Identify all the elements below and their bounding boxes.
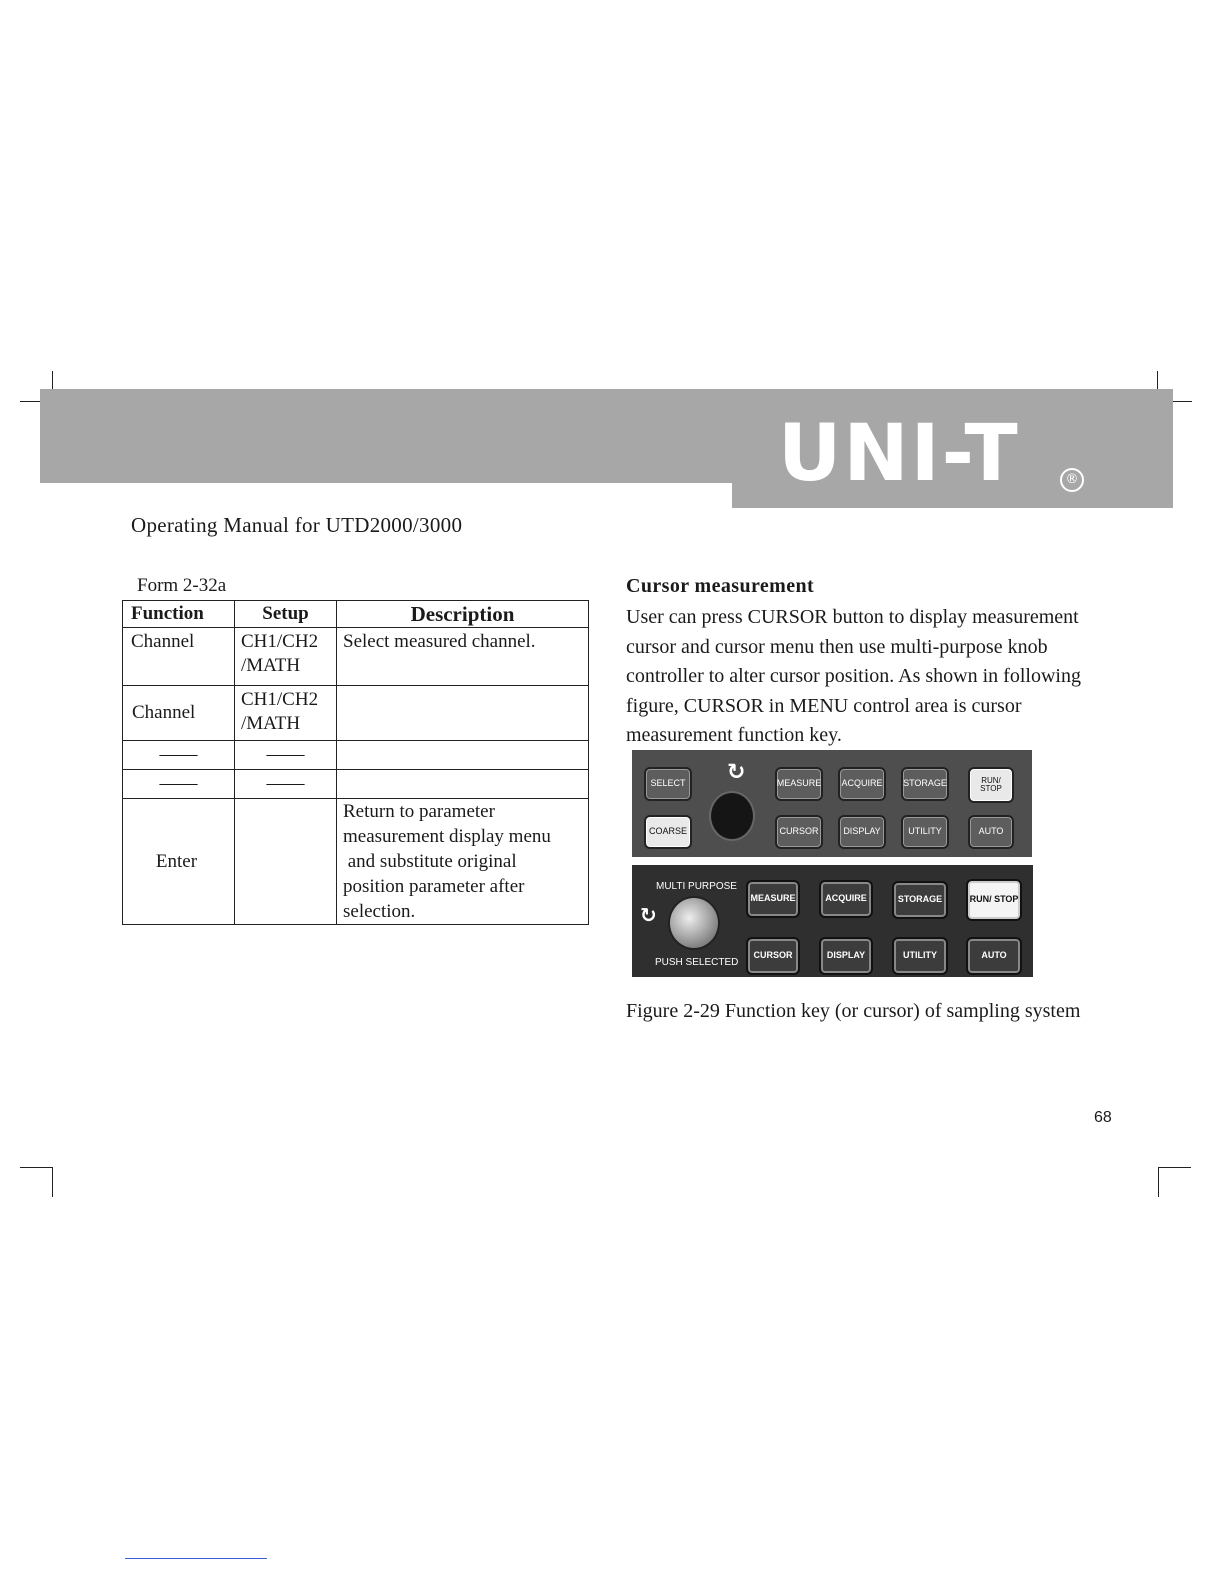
auto-button: AUTO	[968, 815, 1014, 849]
function-table	[122, 600, 589, 925]
section-body: User can press CURSOR button to display measurement cursor and cursor menu then use multi-purpose knob controller to alter cursor position. As shown in following figure, CURSOR in MENU control area is cursor measurement function key.	[626, 606, 1081, 746]
rotate-icon: ↻	[640, 903, 657, 927]
run-stop-button: RUN/ STOP	[966, 879, 1022, 921]
display-button: DISPLAY	[819, 937, 873, 975]
form-label: Form 2-32a	[137, 575, 227, 596]
setup-cell	[235, 799, 336, 803]
section-title: Cursor measurement	[626, 575, 815, 597]
function-cell: Enter	[155, 850, 198, 872]
description-cell: Return to parameter measurement display menu and substitute original position parameter after selection.	[343, 801, 551, 922]
function-cell: Channel	[131, 631, 195, 652]
registered-mark: ®	[1060, 468, 1084, 492]
function-cell: ——	[159, 773, 198, 794]
setup-cell: CH1/CH2 /MATH	[241, 689, 319, 734]
rotate-icon: ↻	[727, 760, 746, 785]
knob	[711, 793, 753, 839]
display-button: DISPLAY	[838, 815, 886, 849]
acquire-button: ACQUIRE	[819, 880, 873, 918]
multi-purpose-knob	[670, 898, 718, 948]
select-button: SELECT	[644, 767, 692, 801]
setup-cell: CH1/CH2 /MATH	[241, 631, 319, 676]
crop-mark	[20, 1167, 53, 1168]
description-cell	[337, 686, 588, 690]
push-selected-label: PUSH SELECTED	[655, 957, 739, 968]
setup-cell: ——	[266, 744, 305, 765]
column-header: Description	[337, 601, 589, 628]
run-stop-button: RUN/ STOP	[968, 767, 1014, 803]
manual-title: Operating Manual for UTD2000/3000	[131, 513, 463, 537]
table-header-row	[123, 601, 589, 628]
crop-mark	[20, 401, 40, 402]
storage-button: STORAGE	[901, 767, 949, 801]
acquire-button: ACQUIRE	[838, 767, 886, 801]
table-row	[123, 686, 589, 741]
crop-mark	[1158, 1167, 1159, 1197]
multi-purpose-label: MULTI PURPOSE	[656, 881, 737, 892]
link-underline[interactable]	[125, 1558, 267, 1559]
function-cell: ——	[159, 744, 198, 765]
coarse-button: COARSE	[644, 815, 692, 849]
page-number: 68	[1094, 1109, 1112, 1126]
brand-logo: UNI-T	[778, 409, 1020, 499]
crop-mark	[52, 371, 53, 391]
crop-mark	[1157, 371, 1158, 391]
cursor-button: CURSOR	[775, 815, 823, 849]
utility-button: UTILITY	[892, 937, 948, 975]
crop-mark	[52, 1167, 53, 1197]
measure-button: MEASURE	[775, 767, 823, 801]
setup-cell: ——	[266, 773, 305, 794]
utility-button: UTILITY	[901, 815, 949, 849]
table-row	[123, 799, 589, 925]
column-header: Setup	[235, 601, 337, 628]
description-cell: Select measured channel.	[343, 631, 536, 652]
table-row	[123, 741, 589, 770]
crop-mark	[1173, 401, 1192, 402]
cursor-button: CURSOR	[746, 937, 800, 975]
function-cell: Channel	[132, 702, 196, 723]
description-cell	[337, 770, 588, 774]
table-row	[123, 628, 589, 686]
auto-button: AUTO	[966, 937, 1022, 975]
measure-button: MEASURE	[746, 880, 800, 918]
figure-caption: Figure 2-29 Function key (or cursor) of sampling system	[626, 1000, 1081, 1022]
column-header: Function	[123, 601, 235, 628]
storage-button: STORAGE	[892, 881, 948, 919]
crop-mark	[1158, 1167, 1191, 1168]
table-row	[123, 770, 589, 799]
description-cell	[337, 741, 588, 745]
